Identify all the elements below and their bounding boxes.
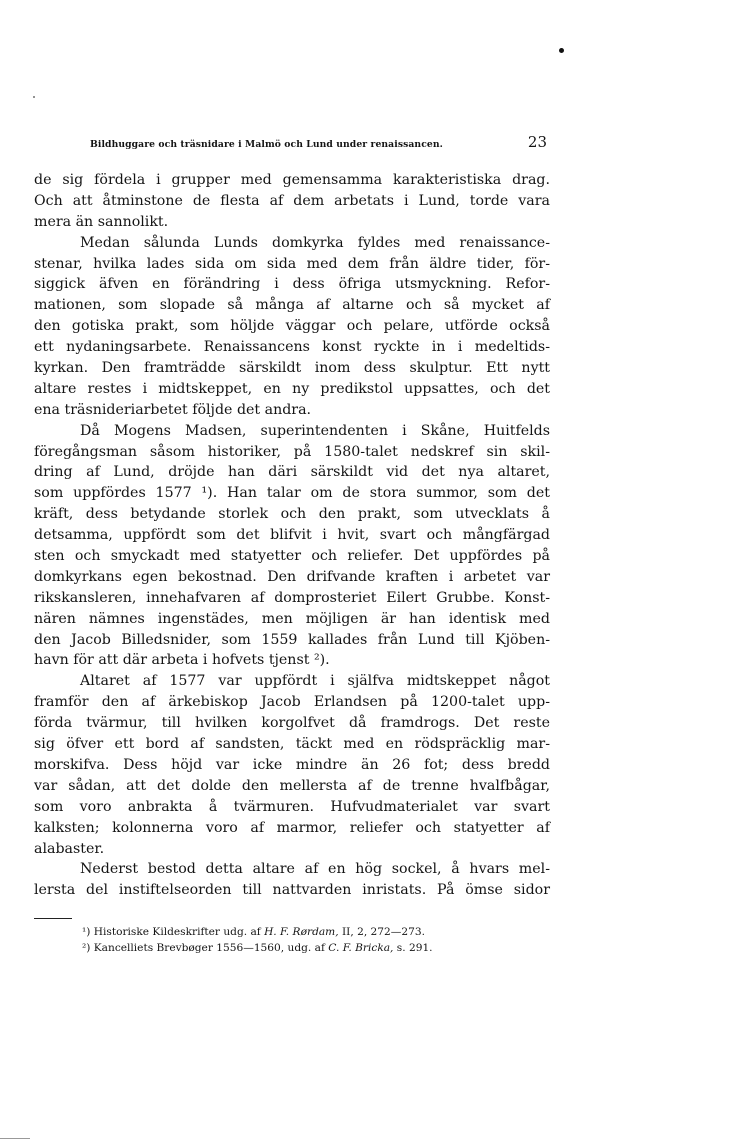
text-line: ena träsnideriarbetet följde det andra.: [34, 401, 312, 418]
text-line: kräft, dess betydande storlek och den prakt, som utvecklats å: [34, 506, 550, 523]
text-line: havn för att där arbeta i hofvets tjenst ²).: [34, 652, 330, 669]
page-number: 23: [527, 133, 547, 151]
text-line: kyrkan. Den framträdde särskildt inom dess skulptur. Ett nytt: [34, 360, 550, 377]
text-line: kalksten; kolonnerna voro af marmor, reliefer och statyetter af: [34, 819, 550, 836]
text-line: som voro anbrakta å tvärmuren. Hufvudmaterialet var svart: [34, 798, 550, 815]
text-line: lersta del instiftelseorden till nattvarden inristats. På ömse sidor: [34, 882, 550, 899]
text-line: Och att åtminstone de flesta af dem arbetats i Lund, torde vara: [34, 192, 550, 209]
text-line: morskifva. Dess höjd var icke mindre än 26 fot; dess bredd: [34, 756, 550, 773]
running-header: [88, 133, 553, 157]
text-line: förda tvärmur, till hvilken korgolfvet då framdrogs. Det reste: [34, 715, 550, 732]
text-line: stenar, hvilka lades sida om sida med dem från äldre tider, för-: [34, 255, 550, 272]
text-line: som uppfördes 1577 ¹). Han talar om de stora summor, som det: [34, 485, 550, 502]
text-line: var sådan, att det dolde den mellersta af de trenne hvalfbågar,: [34, 777, 550, 794]
text-line: nären nämnes ingenstädes, men möjligen är han identisk med: [34, 610, 550, 627]
footnote-author: C. F. Bricka,: [328, 942, 394, 954]
footnote-text: Historiske Kildeskrifter udg. af: [93, 926, 265, 938]
text-line: detsamma, uppfördt som det blifvit i hvit, svart och mångfärgad: [34, 527, 550, 544]
footnote-rule: [34, 918, 72, 919]
footnote: [82, 940, 552, 956]
footnote-text-end: s. 291.: [393, 942, 433, 954]
text-line: domkyrkans egen bekostnad. Den drifvande kraften i arbetet var: [34, 568, 550, 585]
footnote-marker: ¹): [82, 926, 91, 938]
text-line: framför den af ärkebiskop Jacob Erlandsen på 1200-talet upp-: [34, 694, 550, 711]
scan-edge-mark: [0, 1138, 30, 1139]
paragraph: [34, 233, 550, 421]
text-line: alabaster.: [34, 840, 105, 857]
text-line: Nederst bestod detta altare af en hög sockel, å hvars mel-: [80, 861, 550, 878]
text-line: de sig fördela i grupper med gemensamma karakteristiska drag.: [34, 172, 550, 188]
text-line: ett nydaningsarbete. Renaissancens konst ryckte in i medeltids-: [34, 339, 550, 356]
paragraph: [34, 671, 550, 859]
footnote-text-end: II, 2, 272—273.: [338, 926, 425, 938]
text-line: altare restes i midtskeppet, en ny predikstol uppsattes, och det: [34, 380, 550, 397]
body-text: [34, 170, 550, 901]
text-line: den gotiska prakt, som höljde väggar och pelare, utförde också: [34, 318, 550, 335]
text-line: föregångsman såsom historiker, på 1580-talet nedskref sin skil-: [34, 443, 550, 460]
text-line: mationen, som slopade så många af altarne och så mycket af: [34, 297, 550, 314]
paragraph: [34, 859, 550, 901]
footnote: [82, 924, 552, 940]
paragraph: [34, 421, 550, 672]
text-line: sten och smyckadt med statyetter och reliefer. Det uppfördes på: [34, 548, 550, 565]
text-line: dring af Lund, dröjde han däri särskildt vid det nya altaret,: [34, 464, 550, 481]
text-line: Medan sålunda Lunds domkyrka fyldes med renaissance-: [80, 234, 550, 251]
text-line: Altaret af 1577 var uppfördt i själfva midtskeppet något: [80, 673, 550, 690]
footnotes: [82, 924, 552, 956]
ink-speck-left: [33, 96, 35, 98]
footnote-author: H. F. Rørdam,: [264, 926, 339, 938]
running-title: Bildhuggare och träsnidare i Malmö och Lund under renaissancen.: [90, 139, 443, 150]
text-line: siggick äfven en förändring i dess öfriga utsmyckning. Refor-: [34, 276, 550, 293]
text-line: sig öfver ett bord af sandsten, täckt med en rödspräcklig mar-: [34, 736, 550, 753]
paragraph: [34, 170, 550, 233]
footnote-marker: ²): [82, 942, 91, 954]
footnote-text: Kancelliets Brevbøger 1556—1560, udg. af: [93, 942, 329, 954]
ink-speck-top-right: [559, 48, 564, 53]
text-line: mera än sannolikt.: [34, 213, 169, 230]
text-line: Då Mogens Madsen, superintendenten i Skåne, Huitfelds: [80, 422, 550, 439]
text-line: den Jacob Billedsnider, som 1559 kallades från Lund till Kjöben-: [34, 631, 550, 648]
text-line: rikskansleren, innehafvaren af domprosteriet Eilert Grubbe. Konst-: [34, 589, 550, 606]
